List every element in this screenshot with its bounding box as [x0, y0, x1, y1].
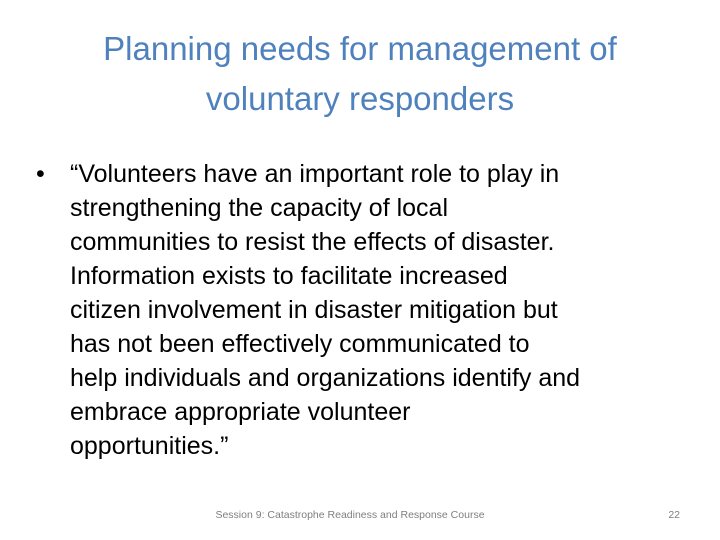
- quote-line-3: communities to resist the effects of disaster.: [70, 228, 555, 256]
- bullet-list: [36, 157, 696, 463]
- slide-title-line-1: Planning needs for management of: [103, 30, 617, 67]
- page-number: 22: [668, 509, 680, 521]
- quote-text: [70, 157, 710, 463]
- quote-line-8: embrace appropriate volunteer: [70, 398, 411, 426]
- quote-line-5: citizen involvement in disaster mitigation but: [70, 296, 558, 324]
- slide-footer: Session 9: Catastrophe Readiness and Response Course: [215, 509, 485, 521]
- slide-title-line-2: voluntary responders: [205, 80, 515, 117]
- quote-line-4: Information exists to facilitate increased: [70, 262, 508, 290]
- quote-line-2: strengthening the capacity of local: [70, 194, 449, 222]
- slide-title: [40, 24, 680, 124]
- bullet-icon: •: [36, 160, 45, 188]
- quote-line-1: “Volunteers have an important role to play in: [70, 160, 560, 188]
- quote-line-6: has not been effectively communicated to: [70, 330, 530, 358]
- quote-line-7: help individuals and organizations identify and: [70, 364, 581, 392]
- quote-line-9: opportunities.”: [70, 432, 229, 460]
